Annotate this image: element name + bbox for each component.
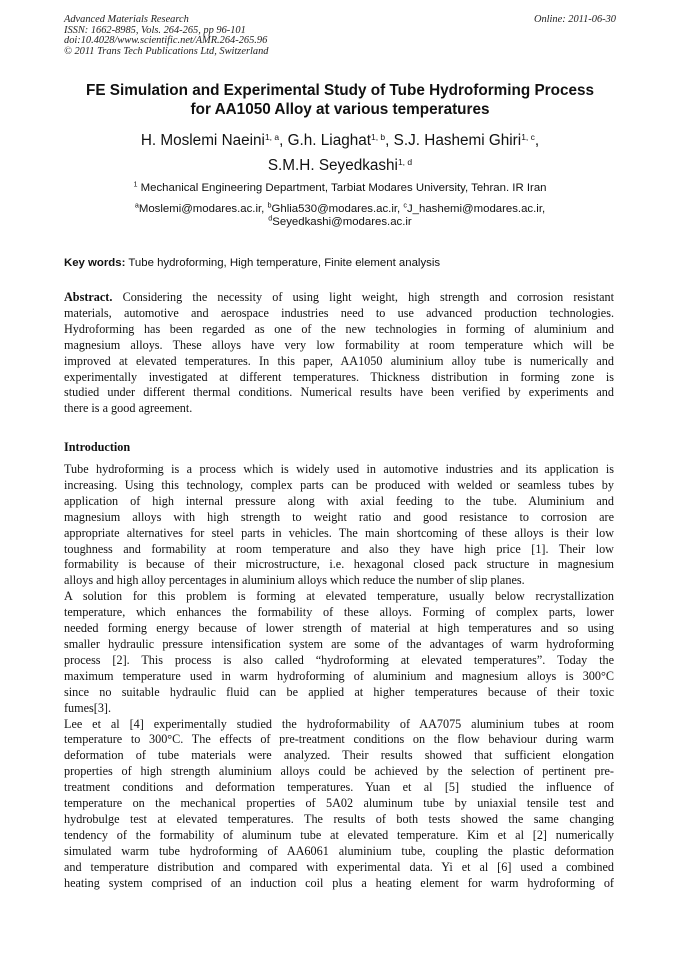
- abstract-line: materials, automotive and aerospace industries need to use advanced production technologies.: [64, 305, 614, 320]
- body-text-line: formability is because of their microstructure, i.e. hexagonal closed pack structure in magnesium: [64, 557, 614, 572]
- email-superscript: b: [267, 200, 272, 210]
- author-name: G.h. Liaghat: [287, 132, 371, 149]
- body-text-line: process [2]. This process is also called “hydroforming at elevated temperatures”. Today the: [64, 652, 614, 667]
- body-text-line: deformation of tube materials were analyzed. Their results showed that sufficient elongation: [64, 748, 614, 763]
- author-name: H. Moslemi Naeini: [140, 132, 265, 149]
- body-text-line: and temperature distribution and compared with experimental data. Yi et al [6] used a combined: [64, 859, 614, 874]
- affiliation-superscript: 1: [133, 179, 138, 189]
- author-superscript: 1, b: [370, 131, 386, 142]
- abstract-line: [64, 290, 614, 306]
- email-address: Moslemi@modares.ac.ir,: [138, 203, 268, 215]
- body-text-line: temperature on the mechanical properties of 5A02 aluminum tube by uniaxial tensile test and: [64, 796, 614, 811]
- author-line: [64, 153, 616, 178]
- body-text-line: toughness and formability at room temperature and also they have high price [1]. Their low: [64, 541, 614, 556]
- abstract-label: Abstract.: [64, 290, 113, 304]
- keywords-text: Tube hydroforming, High temperature, Finite element analysis: [125, 257, 441, 269]
- abstract: [64, 290, 614, 417]
- abstract-line: improved at elevated temperatures. In this paper, AA1050 aluminium alloy tube is numerically and: [64, 353, 614, 368]
- email-line: [64, 200, 616, 216]
- email-line: [64, 213, 616, 229]
- section-heading: Introduction: [64, 440, 131, 454]
- author-list: [64, 128, 616, 178]
- email-superscript: d: [268, 213, 273, 223]
- email-superscript: c: [403, 200, 407, 210]
- copyright-line: © 2011 Trans Tech Publications Ltd, Switzerland: [64, 45, 269, 57]
- email-address: J_hashemi@modares.ac.ir,: [406, 203, 546, 215]
- author-separator: ,: [279, 132, 288, 149]
- introduction-body: [64, 462, 614, 891]
- body-text-line: properties of high strength aluminium alloys could be achieved by the selection of pertinent pre-: [64, 764, 614, 779]
- online-date: Online: 2011-06-30: [533, 14, 616, 25]
- issn-line: ISSN: 1662-8985, Vols. 264-265, pp 96-101: [64, 24, 246, 36]
- body-text-line: temperature to 300°C. The effects of pre-treatment conditions on the flow behaviour during warm: [64, 732, 614, 747]
- body-text-line: temperature, which enhances the formability of these alloys. Forming of complex parts, lower: [64, 605, 614, 620]
- body-text-line: simulated warm tube hydroforming of AA6061 aluminium tube, coupling the plastic deformation: [64, 843, 614, 858]
- email-address: Seyedkashi@modares.ac.ir: [272, 216, 412, 228]
- email-superscript: a: [134, 200, 139, 210]
- title-line: for AA1050 Alloy at various temperatures: [190, 101, 490, 118]
- body-text-line: hydrobulge test at elevated temperatures. The results of both tests showed the same changing: [64, 811, 614, 826]
- doi-line: doi:10.4028/www.scientific.net/AMR.264-265.96: [64, 35, 268, 47]
- body-text-line: appropriate alternatives for steel parts in vehicles. The main shortcoming of these alloys is their low: [64, 525, 614, 540]
- abstract-line: studied under different thermal conditions. Numerical results have been verified by experiments and: [64, 385, 614, 400]
- abstract-line: experimentally investigated at different temperatures. Thickness distribution in forming zone is: [64, 369, 614, 384]
- keywords: [64, 256, 616, 270]
- body-text-line: fumes[3].: [64, 700, 112, 715]
- keywords-label: Key words:: [64, 257, 126, 269]
- affiliations: [64, 179, 616, 229]
- abstract-line: there is a good agreement.: [64, 401, 193, 416]
- email-address: Ghlia530@modares.ac.ir,: [271, 203, 404, 215]
- body-text-line: since no suitable hydraulic fluid can be applied at higher temperatures because of their toxic: [64, 684, 614, 699]
- body-text-line: Tube hydroforming is a process which is widely used in automotive industries and its application is: [64, 462, 614, 476]
- affiliation-text: Mechanical Engineering Department, Tarbiat Modares University, Tehran. IR Iran: [137, 182, 547, 194]
- body-text-line: maximum temperature used in warm hydroforming of aluminium and magnesium alloys is 300°C: [64, 668, 614, 683]
- body-text-line: A solution for this problem is forming at elevated temperature, usually below recrystallization: [64, 589, 614, 604]
- body-text-line: tendency of the formability of aluminum tube at elevated temperature. Kim et al [2] numerically: [64, 827, 614, 842]
- title-line: FE Simulation and Experimental Study of Tube Hydroforming Process: [86, 82, 594, 99]
- body-text-line: heating system comprised of an induction coil plus a heating element for warm hydroforming of: [64, 875, 614, 890]
- journal-header: [64, 15, 616, 57]
- abstract-line: Hydroforming has been regarded as one of the new technologies in forming of aluminium and: [64, 321, 614, 336]
- body-text-line: alloys and high alloy percentages in aluminium alloys which reduce the number of slip planes.: [64, 573, 525, 588]
- author-name: S.M.H. Seyedkashi: [267, 157, 398, 174]
- author-name: S.J. Hashemi Ghiri: [393, 132, 522, 149]
- affiliation-line: [64, 179, 616, 195]
- author-superscript: 1, c: [521, 131, 535, 142]
- author-separator: ,: [385, 132, 394, 149]
- author-superscript: 1, a: [264, 131, 280, 142]
- body-text-line: increasing. Using this technology, complex parts can be produced with welded or seamless tubes by: [64, 477, 614, 492]
- paper-title: [64, 81, 616, 119]
- body-text-line: application of high internal pressure along with axial feeding to the tube. Aluminium and: [64, 493, 614, 508]
- body-text-line: treatment conditions and deformation temperatures. Yuan et al [5] studied the influence of: [64, 780, 614, 795]
- author-line: [64, 128, 616, 153]
- body-text-line: smaller hydraulic pressure intensification system are some of the advantages of warm hydroforming: [64, 636, 614, 651]
- abstract-text: Considering the necessity of using light weight, high strength and corrosion resistant: [112, 290, 614, 304]
- author-separator: ,: [534, 132, 540, 149]
- journal-name: Advanced Materials Research: [64, 14, 189, 25]
- body-text-line: Lee et al [4] experimentally studied the hydroformability of AA7075 aluminium tubes at room: [64, 716, 614, 731]
- body-text-line: needed forming energy because of lower strength of material at high temperatures and so using: [64, 621, 614, 636]
- abstract-line: magnesium alloys. These alloys have very low formability at room temperature which will be: [64, 337, 614, 352]
- author-superscript: 1, d: [397, 156, 413, 167]
- body-text-line: magnesium alloys with high strength to weight ratio and good resistance to corrosion are: [64, 509, 614, 524]
